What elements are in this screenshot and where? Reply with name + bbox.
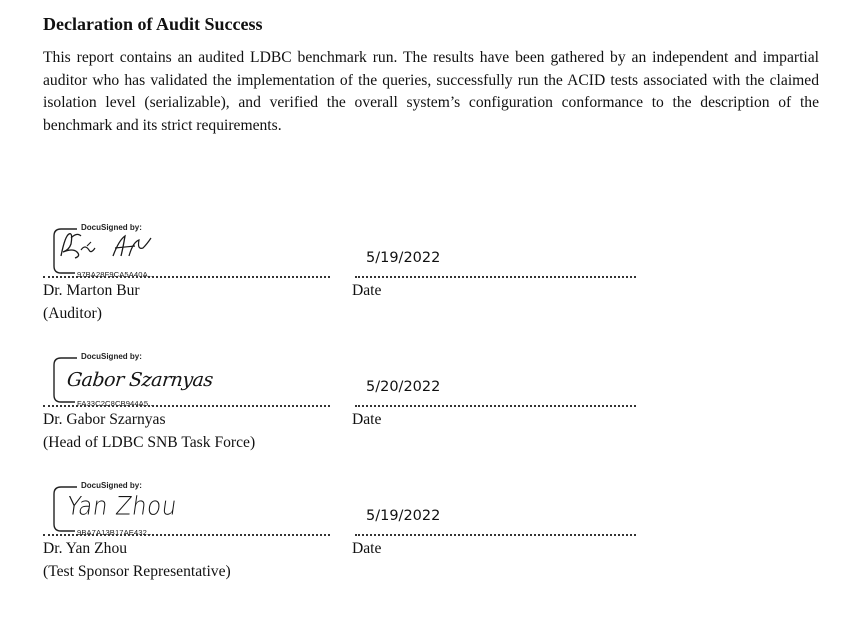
signature-line [43, 274, 330, 278]
signer-name: Dr. Yan Zhou [43, 540, 128, 557]
date-label: Date [352, 411, 382, 428]
signer-name: Dr. Marton Bur [43, 282, 140, 299]
signer-role: (Head of LDBC SNB Task Force) [43, 434, 256, 451]
signer-role: (Auditor) [43, 305, 102, 322]
signer-role: (Test Sponsor Representative) [43, 563, 231, 580]
signature-block-auditor [0, 223, 866, 336]
docusign-envelope-id: FA33C2C8CB944A5... [77, 399, 155, 408]
handwritten-signature-gabor-szarnyas: Gabor Szarnyas [65, 369, 214, 391]
docusign-envelope-id: 9BA7A13B17AE432... [77, 528, 154, 537]
page-heading: Declaration of Audit Success [43, 14, 263, 34]
docusign-envelope-id: 97BA28F9CA5A40A... [77, 270, 155, 279]
docusign-label: DocuSigned by: [81, 481, 142, 490]
docusign-label: DocuSigned by: [81, 223, 142, 232]
date-line [355, 532, 636, 536]
date-label: Date [352, 282, 382, 299]
docusign-label: DocuSigned by: [81, 352, 142, 361]
handwritten-signature-marton-bur [51, 226, 161, 266]
signed-date: 5/20/2022 [366, 379, 441, 395]
docusign-frame [51, 223, 181, 279]
declaration-paragraph: This report contains an audited LDBC benchmark run. The results have been gathered by an independent and impartial auditor who has validated the implementation of the queries, successfully run the ACID tests associated with the claimed isolation level (serializable), and verified the overall system’s configuration conformance to the description of the benchmark and its strict requirements. [43, 49, 819, 134]
date-line [355, 403, 636, 407]
signature-line [43, 532, 330, 536]
signed-date: 5/19/2022 [366, 508, 441, 524]
date-line [355, 274, 636, 278]
handwritten-signature-yan-zhou: Yan Zhou [64, 492, 179, 522]
signature-block-task-force-head [0, 352, 866, 465]
signer-name: Dr. Gabor Szarnyas [43, 411, 166, 428]
signed-date: 5/19/2022 [366, 250, 441, 266]
signature-block-sponsor-representative [0, 481, 866, 594]
date-label: Date [352, 540, 382, 557]
signature-line [43, 403, 330, 407]
docusign-frame [51, 352, 214, 408]
docusign-frame [51, 481, 181, 537]
